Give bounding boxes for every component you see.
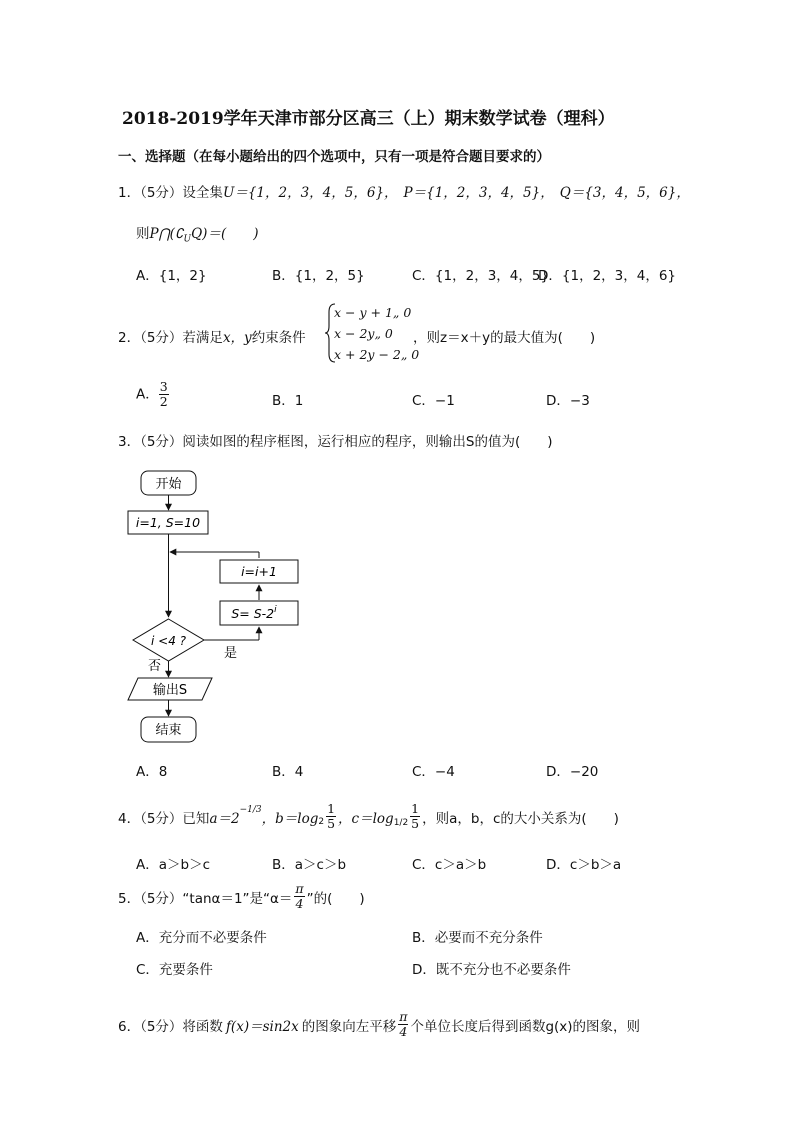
q1-p-set: P＝{1，2，3，4，5}， <box>403 185 554 201</box>
q1-option-d[interactable]: D．{1，2，3，4，6} <box>538 268 677 284</box>
q4-c-frac-den: 5 <box>411 816 420 831</box>
q2-prefix: 2．（5分）若满足 <box>118 330 223 346</box>
q1-line2-post: Q)＝( ) <box>191 226 259 242</box>
q1-prefix: 1．（5分）设全集 <box>118 185 223 201</box>
q5-option-c[interactable]: C．充要条件 <box>136 962 213 978</box>
q4-b-frac-num: 1 <box>327 801 336 816</box>
question-3: 3．（5分）阅读如图的程序框图，运行相应的程序，则输出S的值为( ) <box>118 434 553 450</box>
flow-init-label: i=1, S=10 <box>135 515 201 530</box>
q6-prefix: 6．（5分）将函数 <box>118 1018 223 1035</box>
question-1 <box>118 181 690 201</box>
q1-option-c[interactable]: C．{1，2，3，4，5} <box>412 268 550 284</box>
q1-q-set: Q＝{3，4，5，6}， <box>559 185 690 201</box>
q4-option-c[interactable]: C．c＞a＞b <box>412 857 487 873</box>
q5-frac-num: π <box>295 881 304 896</box>
flow-start-label: 开始 <box>155 477 182 492</box>
q5-prefix: 5．（5分）“tanα＝1”是“α＝ <box>118 890 293 907</box>
question-2 <box>118 326 306 346</box>
flow-no-label: 否 <box>148 659 162 674</box>
q4-b-frac-den: 5 <box>327 816 336 831</box>
q6-func: f(x)＝sin2x <box>225 1018 299 1035</box>
question-6 <box>118 1010 640 1039</box>
q2-option-c[interactable]: C．−1 <box>412 393 455 409</box>
q6-frac-den: 4 <box>399 1024 408 1039</box>
q4-b-expr: ，b＝log <box>261 810 319 827</box>
question-1-line2 <box>136 222 258 245</box>
page-title: 2018-2019学年天津市部分区高三（上）期末数学试卷（理科） <box>122 109 615 129</box>
q2-option-b[interactable]: B．1 <box>272 393 304 409</box>
q5-option-b[interactable]: B．必要而不充分条件 <box>412 930 543 946</box>
q4-c-frac-num: 1 <box>411 801 420 816</box>
q2-post: ，则z＝x＋y的最大值为( ) <box>413 330 596 346</box>
flow-output-label: 输出S <box>152 683 188 698</box>
q1-u-set: U＝{1，2，3，4，5，6}， <box>222 185 398 201</box>
q5-option-d[interactable]: D．既不充分也不必要条件 <box>412 962 571 978</box>
q2-option-a-num: 3 <box>159 379 168 394</box>
q1-line2-sub: U <box>183 234 192 245</box>
q5-post: ”的( ) <box>306 890 365 907</box>
q1-line2-pre: 则 <box>136 226 150 242</box>
flow-end-label: 结束 <box>155 723 182 738</box>
q2-constraint-1: x − y + 1„ 0 <box>334 305 412 320</box>
q1-option-b[interactable]: B．{1，2，5} <box>272 268 365 284</box>
q4-prefix: 4．（5分）已知 <box>118 810 210 827</box>
question-4 <box>118 802 619 831</box>
q3-option-a[interactable]: A．8 <box>136 764 168 780</box>
q6-frac-num: π <box>399 1009 408 1024</box>
q4-post: ，则a，b，c的大小关系为( ) <box>422 810 619 827</box>
q2-constraint-3: x + 2y − 2„ 0 <box>334 347 420 362</box>
q4-a-sup: −1/3 <box>239 804 262 815</box>
q4-option-a[interactable]: A．a＞b＞c <box>136 857 210 873</box>
q6-mid: 的图象向左平移 <box>301 1018 397 1035</box>
q1-option-a[interactable]: A．{1，2} <box>136 268 207 284</box>
q4-c-expr: ，c＝log <box>338 810 394 827</box>
q1-line2-expr: P⋂(∁ <box>149 226 184 242</box>
q2-vars: x，y <box>222 330 252 346</box>
flow-condition-label: i <4 ? <box>150 634 187 648</box>
q4-c-sub: 1/2 <box>393 817 409 828</box>
q3-option-c[interactable]: C．−4 <box>412 764 455 780</box>
q4-a-expr: a＝2 <box>209 810 240 827</box>
q2-option-a-den: 2 <box>159 394 168 409</box>
flow-yes-label: 是 <box>224 646 238 661</box>
q3-option-b[interactable]: B．4 <box>272 764 304 780</box>
question-5 <box>118 882 365 911</box>
q2-mid: 约束条件 <box>251 330 306 346</box>
q4-option-d[interactable]: D．c＞b＞a <box>546 857 622 873</box>
q5-option-a[interactable]: A．充分而不必要条件 <box>136 930 267 946</box>
q4-option-b[interactable]: B．a＞c＞b <box>272 857 347 873</box>
q2-option-a[interactable] <box>136 380 169 409</box>
q2-option-d[interactable]: D．−3 <box>546 393 590 409</box>
q4-b-sub: 2 <box>318 816 325 827</box>
flow-update-label: S= S-2$^i$ <box>231 605 277 621</box>
q2-constraint-2: x − 2y„ 0 <box>334 326 393 341</box>
flowchart <box>118 462 318 748</box>
q6-post: 个单位长度后得到函数g(x)的图象，则 <box>410 1018 641 1035</box>
q2-option-a-label: A． <box>136 386 159 403</box>
section-heading: 一、选择题（在每小题给出的四个选项中，只有一项是符合题目要求的） <box>118 149 550 165</box>
q3-option-d[interactable]: D．−20 <box>546 764 599 780</box>
flow-increment-label: i=i+1 <box>241 564 277 579</box>
q5-frac-den: 4 <box>295 896 304 911</box>
